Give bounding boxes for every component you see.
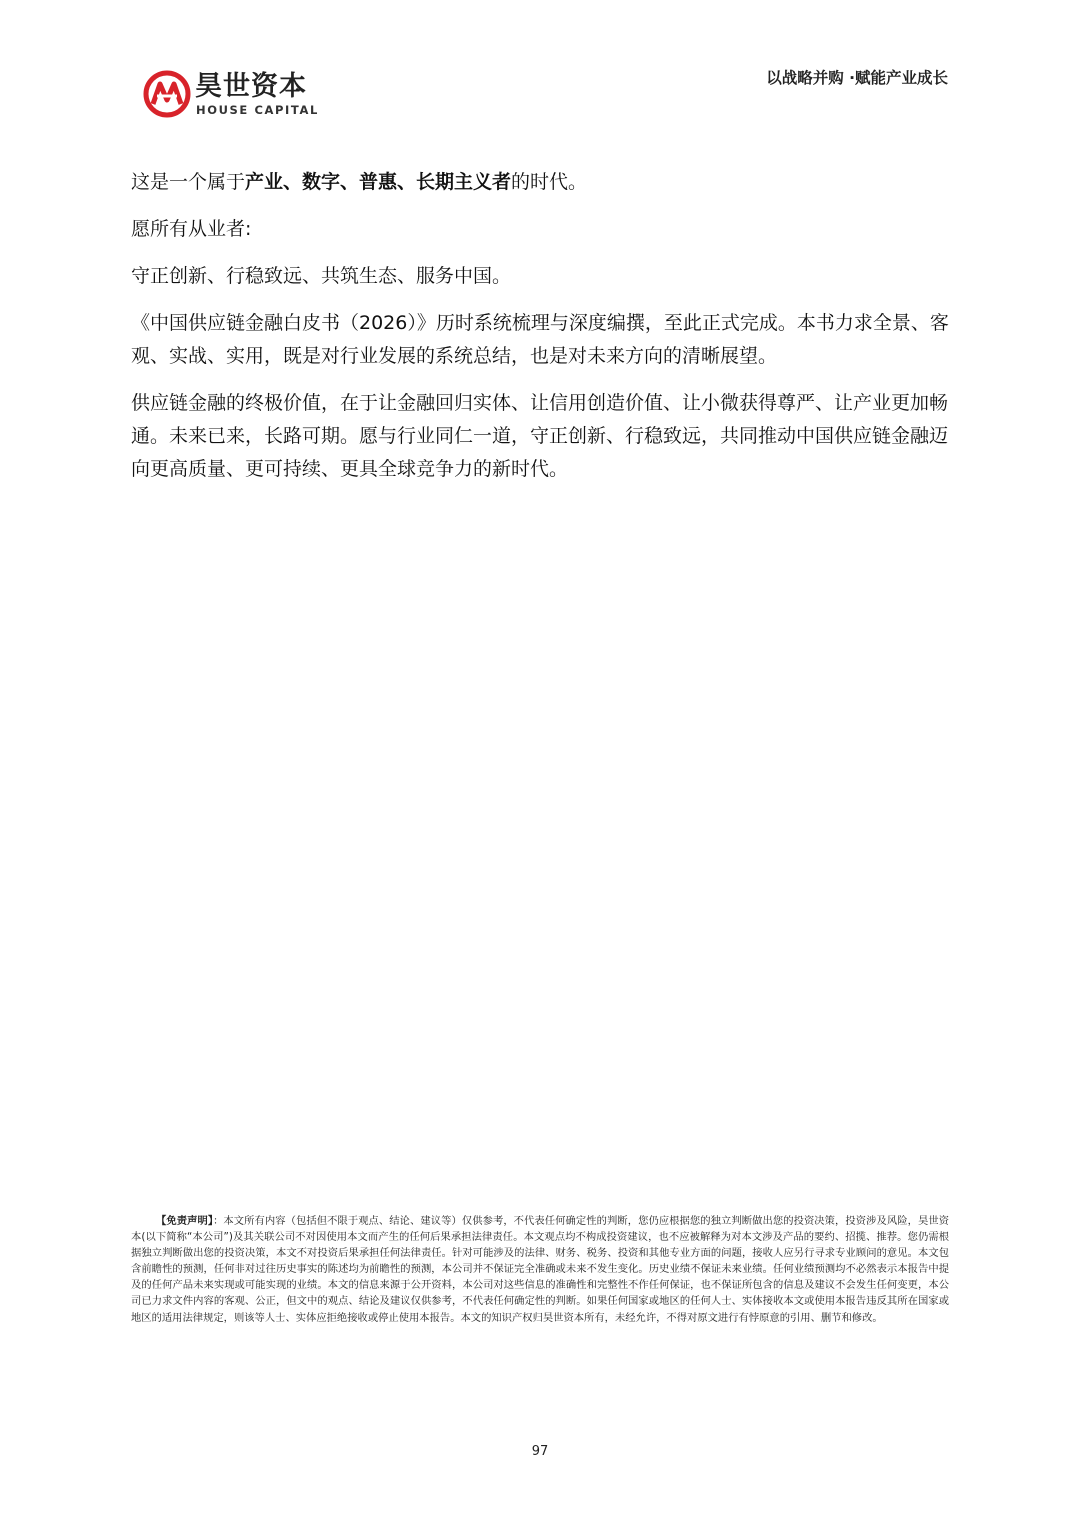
company-logo (143, 70, 343, 120)
paragraph-era-suffix: 的时代。 (511, 171, 588, 193)
disclaimer-text: ：本文所有内容（包括但不限于观点、结论、建议等）仅供参考，不代表任何确定性的判断，您仍应根据您的独立判断做出您的投资决策，投资涉及风险，昊世资本(以下简称“本公司”)及其关联公司不对因使用本文而产生的任何后果承担法律责任。本文观点均不构成投资建议，也不应被解释为对本文涉及产品的要约、招揽、推荐。您仍需根据独立判断做出您的投资决策，本文不对投资后果承担任何法律责任。针对可能涉及的法律、财务、税务、投资和其他专业方面的问题，接收人应另行寻求专业顾问的意见。本文包含前瞻性的预测，任何非对过往历史事实的陈述均为前瞻性的预测，本公司并不保证完全准确或未来不发生变化。历史业绩不保证未来业绩。任何业绩预测均不必然表示本报告中提及的任何产品未来实现或可能实现的业绩。本文的信息来源于公开资料，本公司对这些信息的准确性和完整性不作任何保证，也不保证所包含的信息及建议不会发生任何变更，本公司已力求文件内容的客观、公正，但文中的观点、结论及建议仅供参考，不代表任何确定性的判断。如果任何国家或地区的任何人士、实体接收本文或使用本报告违反其所在国家或地区的适用法律规定，则该等人士、实体应拒绝接收或停止使用本报告。本文的知识产权归昊世资本所有，未经允许，不得对原文进行有悖原意的引用、删节和修改。 (131, 1215, 950, 1324)
disclaimer-title: 【免责声明】 (156, 1215, 214, 1227)
header-slogan: 以战略并购 ·赋能产业成长 (766, 69, 948, 87)
disclaimer (131, 1213, 949, 1326)
paragraph-whitepaper: 《中国供应链金融白皮书（2026）》历时系统梳理与深度编撰，至此正式完成。本书力求全景、客观、实战、实用，既是对行业发展的系统总结，也是对未来方向的清晰展望。 (131, 312, 949, 367)
paragraph-wish: 愿所有从业者: (131, 218, 252, 240)
paragraph-motto: 守正创新、行稳致远、共筑生态、服务中国。 (131, 265, 512, 287)
logo-text-cn: 昊世资本 (195, 71, 307, 102)
paragraph-era-prefix: 这是一个属于 (131, 171, 246, 193)
main-content (131, 166, 951, 500)
paragraph-era-emphasis: 产业、数字、普惠、长期主义者 (245, 171, 512, 193)
paragraph-era (131, 166, 951, 199)
logo-text-en: HOUSE CAPITAL (196, 103, 319, 117)
house-capital-logo-icon (143, 70, 191, 118)
page-number: 97 (531, 1444, 549, 1459)
paragraph-value: 供应链金融的终极价值，在于让金融回归实体、让信用创造价值、让小微获得尊严、让产业更加畅通。未来已来，长路可期。愿与行业同仁一道，守正创新、行稳致远，共同推动中国供应链金融迈向更高质量、更可持续、更具全球竞争力的新时代。 (131, 392, 949, 480)
